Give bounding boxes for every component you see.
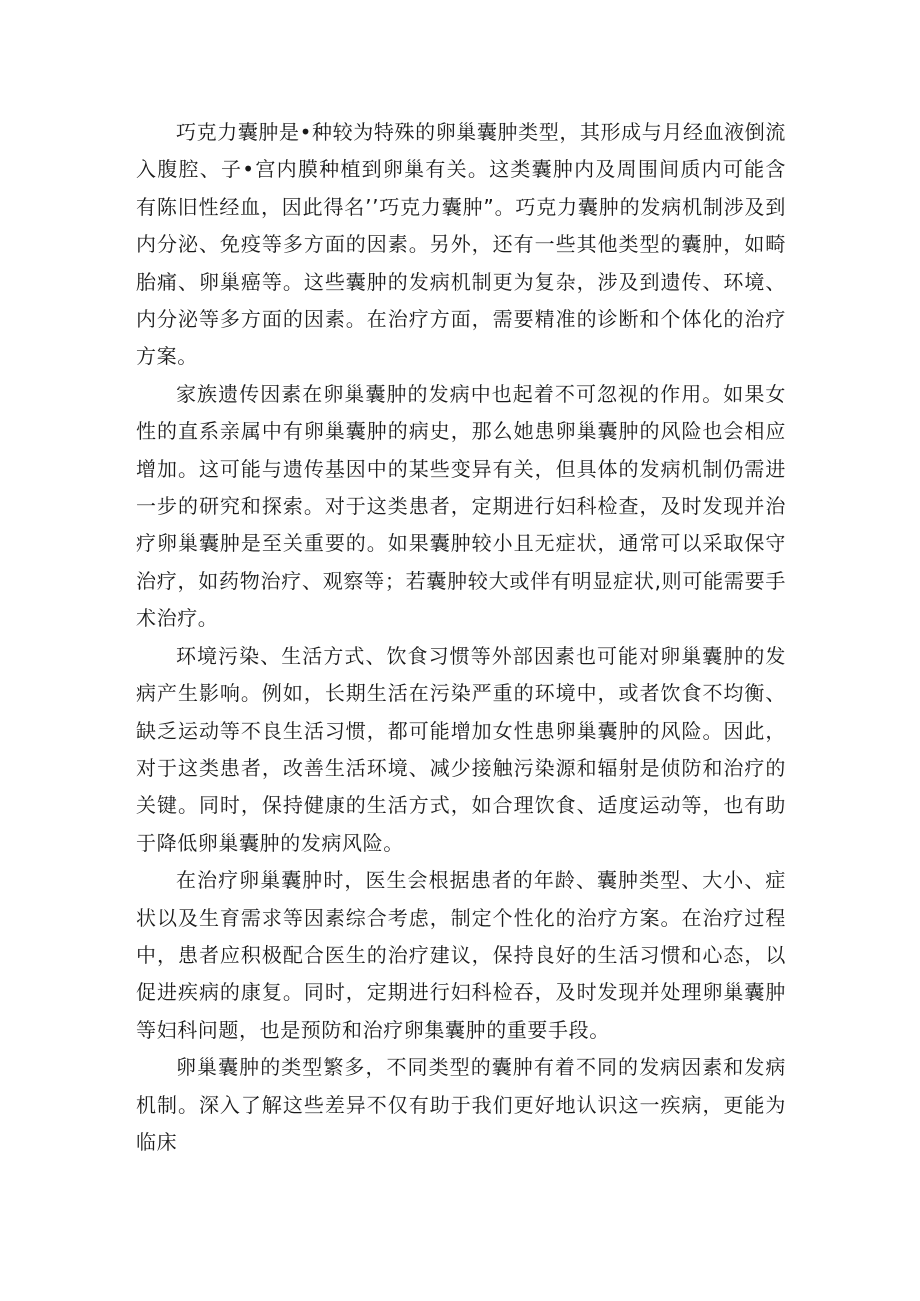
paragraph-environment: 环境污染、生活方式、饮食习惯等外部因素也可能对卵巢囊肿的发病产生影响。例如，长期生活在污染严重的环境中，或者饮食不均衡、缺乏运动等不良生活习惯，都可能增加女性患卵巢囊肿的风险。因此，对于这类患者，改善生活环境、减少接触污染源和辐射是侦防和治疗的关键。同时，保持健康的生活方式，如合理饮食、适度运动等，也有助于降低卵巢囊肿的发病风险。: [136, 643, 786, 855]
paragraph-family-genetics: 家族遗传因素在卵巢囊肿的发病中也起着不可忽视的作用。如果女性的直系亲属中有卵巢囊肿的病史，那么她患卵巢囊肿的风险也会相应增加。这可能与遗传基因中的某些变异有关，但具体的发病机制仍需进一步的研究和探索。对于这类患者，定期进行妇科检查，及时发现并治疗卵巢囊肿是至关重要的。如果囊肿较小且无症状，通常可以采取保守治疗，如药物治疗、观察等；若囊肿较大或伴有明显症状,则可能需要手术治疗。: [136, 381, 786, 631]
paragraph-treatment: 在治疗卵巢囊肿时，医生会根据患者的年龄、囊肿类型、大小、症状以及生育需求等因素综合考虑，制定个性化的治疗方案。在治疗过程中，患者应积极配合医生的治疗建议，保持良好的生活习惯和心态，以促进疾病的康复。同时，定期进行妇科检吞，及时发现并处理卵巢囊肿等妇科问题，也是预防和治疗卵集囊肿的重要手段。: [136, 868, 786, 1042]
paragraph-chocolate-cyst: 巧克力囊肿是•种较为特殊的卵巢囊肿类型，其形成与月经血液倒流入腹腔、子•宫内膜种植到卵巢有关。这类囊肿内及周围间质内可能含有陈旧性经血，因此得名’’巧克力囊肿”。巧克力囊肿的发病机制涉及到内分泌、免疫等多方面的因素。另外，还有一些其他类型的囊肿，如畸胎痛、卵巢癌等。这些囊肿的发病机制更为复杂，涉及到遗传、环境、内分泌等多方面的因素。在治疗方面，需要精准的诊断和个体化的治疗方案。: [136, 120, 786, 369]
document-body: [136, 114, 786, 1161]
paragraph-cyst-types: 卵巢囊肿的类型繁多，不同类型的囊肿有着不同的发病因素和发病机制。深入了解这些差异不仅有助于我们更好地认识这一疾病，更能为临床: [136, 1055, 786, 1154]
